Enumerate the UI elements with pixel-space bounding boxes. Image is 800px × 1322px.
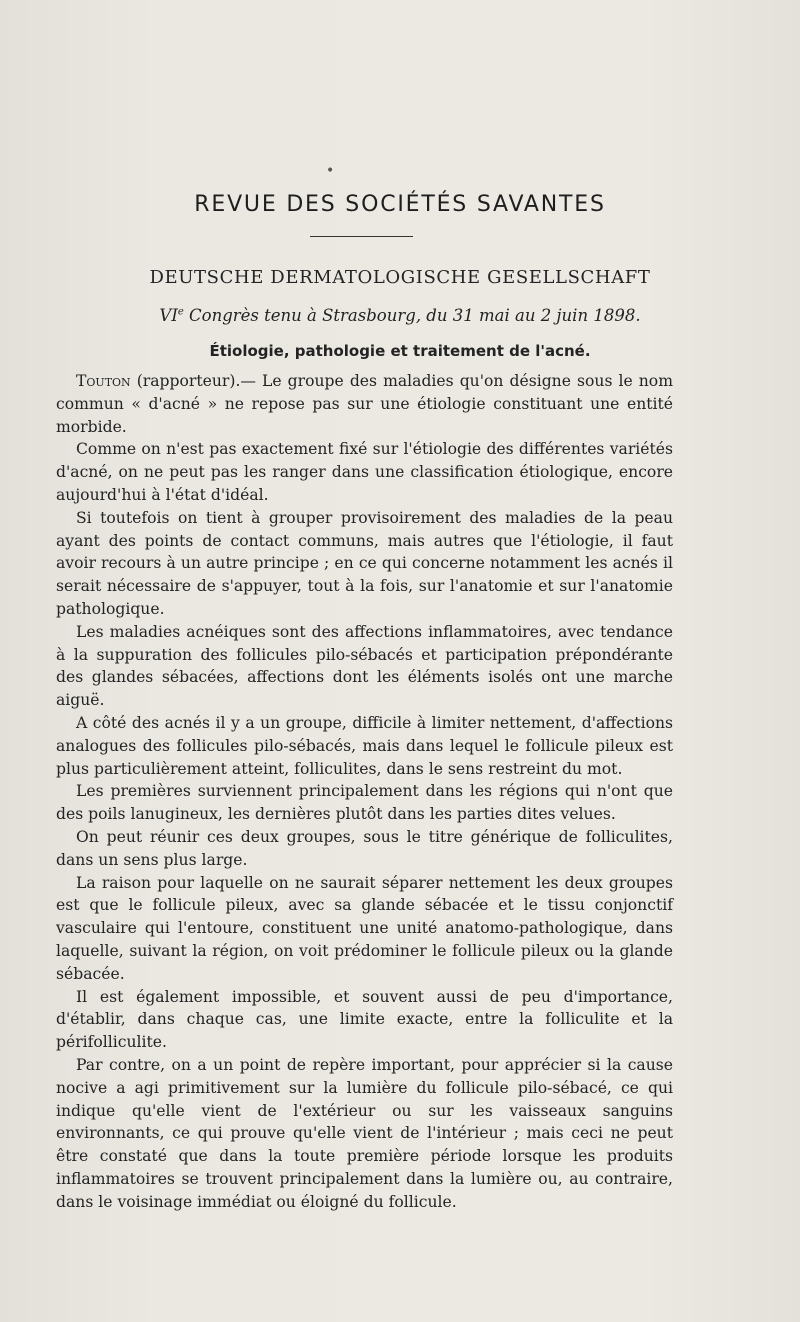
congress-line bbox=[0, 306, 800, 325]
speaker-name: Touton bbox=[76, 372, 131, 390]
congress-ordinal: VI bbox=[159, 306, 178, 325]
paragraph: Les maladies acnéiques sont des affections inflammatoires, avec tendance à la suppuration des follicules pilo-sébacés et participation prépondérante des glandes sébacées, affections dont les éléments isolés ont une marche aiguë. bbox=[56, 622, 673, 710]
paragraph: Si toutefois on tient à grouper provisoirement des maladies de la peau ayant des points de contact communs, mais autres que l'étiologie, il faut avoir recours à un autre principe ; en ce qui concerne notamment les acnés il serait nécessaire de s'appuyer, tout à la fois, sur l'anatomie et sur l'anatomie pathologique. bbox=[56, 508, 673, 618]
congress-ordinal-sup: e bbox=[177, 306, 184, 318]
paragraph bbox=[56, 370, 673, 438]
paragraph: Les premières surviennent principalement dans les régions qui n'ont que des poils lanugineux, les dernières plutôt dans les parties dites velues. bbox=[56, 782, 673, 824]
paragraph-text: (rapporteur).— Le groupe des maladies qu'on désigne sous le nom commun « d'acné » ne repose pas sur une étiologie constituant une entité morbide. bbox=[56, 372, 673, 436]
congress-details: Congrès tenu à Strasbourg, du 31 mai au 2 juin 1898. bbox=[183, 306, 641, 325]
paragraph: Il est également impossible, et souvent aussi de peu d'importance, d'établir, dans chaque cas, une limite exacte, entre la folliculite et la périfolliculite. bbox=[56, 987, 673, 1052]
topic-heading: Étiologie, pathologie et traitement de l'acné. bbox=[209, 342, 591, 360]
article-body bbox=[56, 370, 673, 1213]
paragraph: Comme on n'est pas exactement fixé sur l'étiologie des différentes variétés d'acné, on ne peut pas les ranger dans une classification étiologique, encore aujourd'hui à l'état d'idéal. bbox=[56, 440, 673, 504]
printer-dot: • bbox=[326, 163, 335, 179]
paragraph: La raison pour laquelle on ne saurait séparer nettement les deux groupes est que le follicule pileux, avec sa glande sébacée et le tissu conjonctif vasculaire qui l'entoure, constituent une unité anatomo-pathologique, dans laquelle, suivant la région, on voit prédominer le follicule pileux ou la glande sébacée. bbox=[56, 873, 673, 983]
running-title: REVUE DES SOCIÉTÉS SAVANTES bbox=[194, 192, 606, 217]
title-rule bbox=[310, 236, 413, 237]
paragraph: On peut réunir ces deux groupes, sous le titre générique de folliculites, dans un sens plus large. bbox=[56, 827, 673, 869]
paragraph: Par contre, on a un point de repère important, pour apprécier si la cause nocive a agi primitivement sur la lumière du follicule pilo-sébacé, ce qui indique qu'elle vient de l'extérieur ou sur les vaisseaux sanguins environnants, ce qui prouve qu'elle vient de l'intérieur ; mais ceci ne peut être constaté que dans la toute première période lorsque les produits inflammatoires se trouvent principalement dans la lumière ou, au contraire, dans le voisinage immédiat ou éloigné du follicule. bbox=[56, 1055, 673, 1211]
paragraph: A côté des acnés il y a un groupe, difficile à limiter nettement, d'affections analogues des follicules pilo-sébacés, mais dans lequel le follicule pileux est plus particulièrement atteint, folliculites, dans le sens restreint du mot. bbox=[56, 713, 673, 778]
society-heading: DEUTSCHE DERMATOLOGISCHE GESELLSCHAFT bbox=[149, 267, 651, 288]
